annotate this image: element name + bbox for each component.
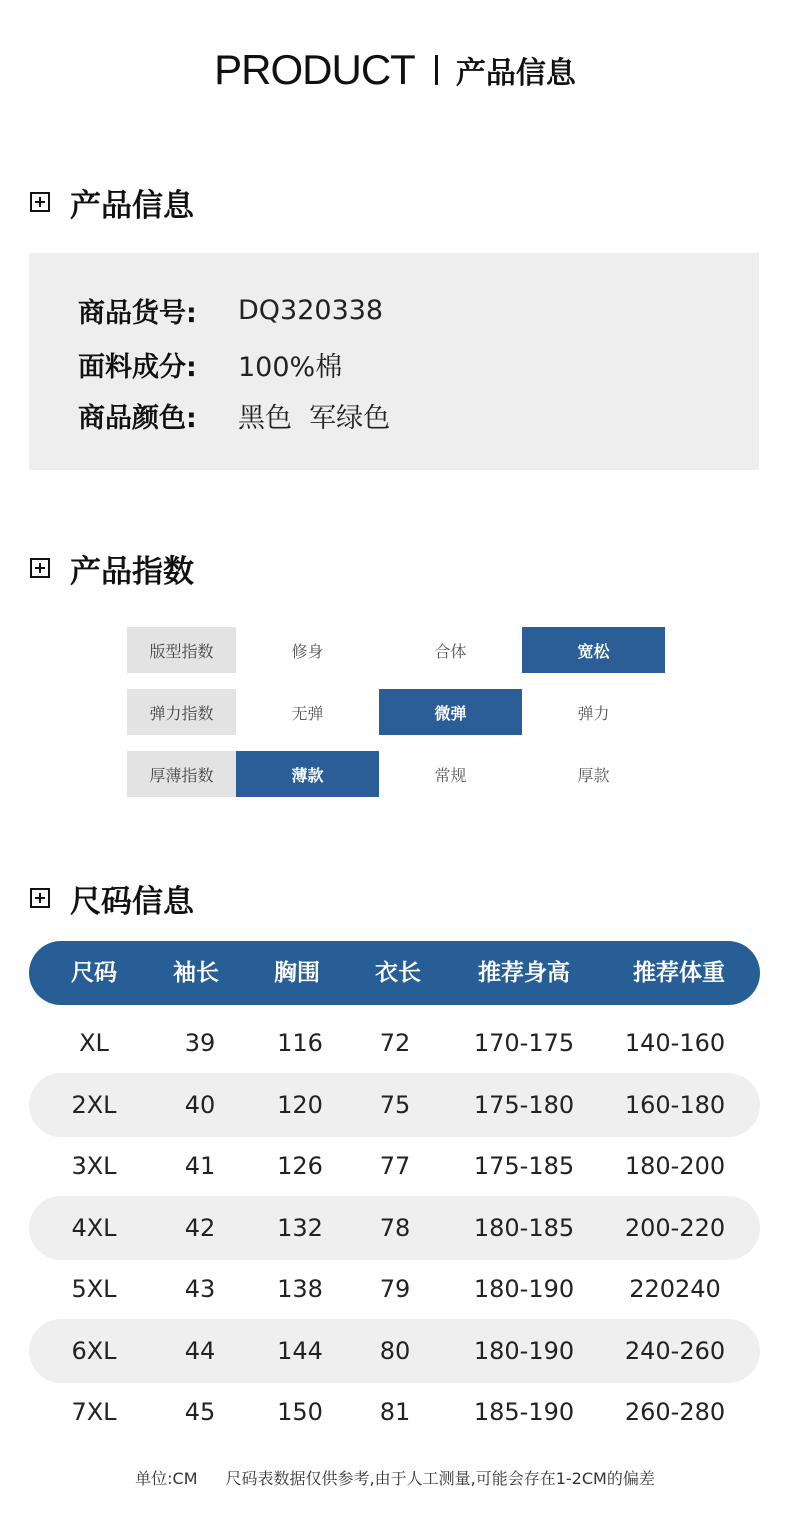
header-divider	[435, 55, 438, 85]
index-option: 厚款	[577, 765, 610, 785]
table-row	[29, 1073, 760, 1137]
info-key: 面料成分:	[78, 352, 197, 383]
section-title: 尺码信息	[70, 883, 194, 920]
table-header-cell: 尺码	[71, 960, 117, 986]
table-cell: 41	[184, 1152, 216, 1180]
page-header	[0, 46, 790, 102]
section-title: 产品指数	[70, 553, 194, 590]
index-option-selected: 薄款	[236, 751, 379, 797]
header-title-cn: 产品信息	[455, 56, 576, 91]
info-row-color	[78, 396, 390, 435]
index-label: 版型指数	[127, 627, 236, 673]
footer-disclaimer: 尺码表数据仅供参考,由于人工测量,可能会存在1-2CM的偏差	[225, 1469, 655, 1488]
table-cell: 81	[379, 1398, 411, 1426]
index-option-selected: 宽松	[522, 627, 665, 673]
table-cell: 132	[277, 1214, 323, 1242]
table-cell: 160-180	[624, 1091, 726, 1119]
section-title: 产品信息	[70, 187, 194, 224]
table-cell: 6XL	[71, 1337, 117, 1365]
section-head-size	[30, 878, 194, 918]
table-cell: 140-160	[624, 1029, 726, 1057]
table-header-cell: 推荐身高	[478, 960, 570, 986]
table-cell: 180-190	[473, 1275, 575, 1303]
index-row-stretch	[127, 689, 665, 735]
product-info-panel	[29, 253, 759, 470]
index-row-thickness	[127, 751, 665, 797]
footer-note	[0, 1466, 790, 1489]
table-cell: XL	[79, 1029, 109, 1057]
table-cell: 45	[184, 1398, 216, 1426]
table-cell: 175-180	[473, 1091, 575, 1119]
table-cell: 260-280	[624, 1398, 726, 1426]
plus-box-icon	[30, 888, 50, 908]
table-header-cell: 衣长	[375, 960, 421, 986]
table-cell: 180-200	[624, 1152, 726, 1180]
table-cell: 240-260	[624, 1337, 726, 1365]
table-cell: 2XL	[71, 1091, 117, 1119]
index-option: 无弹	[291, 703, 324, 723]
table-cell: 42	[184, 1214, 216, 1242]
info-value: DQ320338	[238, 295, 384, 326]
index-option-selected: 微弹	[379, 689, 522, 735]
table-cell: 116	[277, 1029, 323, 1057]
table-cell: 79	[379, 1275, 411, 1303]
table-cell: 7XL	[71, 1398, 117, 1426]
table-cell: 5XL	[71, 1275, 117, 1303]
table-cell: 170-175	[473, 1029, 575, 1057]
table-cell: 4XL	[71, 1214, 117, 1242]
table-cell: 180-190	[473, 1337, 575, 1365]
footer-unit: 单位:CM	[135, 1469, 198, 1488]
table-cell: 39	[184, 1029, 216, 1057]
table-cell: 80	[379, 1337, 411, 1365]
table-cell: 138	[277, 1275, 323, 1303]
table-cell: 150	[277, 1398, 323, 1426]
table-row	[29, 1196, 760, 1260]
info-key: 商品颜色:	[78, 403, 197, 434]
header-title-en: PRODUCT	[214, 46, 415, 93]
table-cell: 40	[184, 1091, 216, 1119]
section-head-info	[30, 182, 194, 222]
table-header-cell: 袖长	[173, 960, 219, 986]
table-header-cell: 推荐体重	[633, 960, 725, 986]
table-header-cell: 胸围	[274, 960, 320, 986]
table-cell: 77	[379, 1152, 411, 1180]
index-row-fit	[127, 627, 665, 673]
info-key: 商品货号:	[78, 298, 197, 329]
index-option: 修身	[291, 641, 324, 661]
index-option: 合体	[434, 641, 467, 661]
table-cell: 175-185	[473, 1152, 575, 1180]
info-row-sku	[78, 291, 383, 330]
table-cell: 72	[379, 1029, 411, 1057]
table-cell: 44	[184, 1337, 216, 1365]
table-cell: 200-220	[624, 1214, 726, 1242]
table-row	[29, 1380, 760, 1444]
section-head-index	[30, 548, 194, 588]
info-value: 100%棉	[238, 352, 343, 383]
plus-box-icon	[30, 558, 50, 578]
table-cell: 220240	[629, 1275, 721, 1303]
info-row-fabric	[78, 345, 342, 384]
index-option: 弹力	[577, 703, 610, 723]
table-cell: 78	[379, 1214, 411, 1242]
info-value: 黑色 军绿色	[238, 403, 391, 434]
table-cell: 43	[184, 1275, 216, 1303]
table-cell: 75	[379, 1091, 411, 1119]
index-label: 厚薄指数	[127, 751, 236, 797]
plus-box-icon	[30, 192, 50, 212]
table-row	[29, 1319, 760, 1383]
table-row	[29, 1257, 760, 1321]
table-cell: 126	[277, 1152, 323, 1180]
table-cell: 185-190	[473, 1398, 575, 1426]
index-option: 常规	[434, 765, 467, 785]
table-row	[29, 1011, 760, 1075]
table-row	[29, 1134, 760, 1198]
table-cell: 144	[277, 1337, 323, 1365]
table-cell: 180-185	[473, 1214, 575, 1242]
table-cell: 120	[277, 1091, 323, 1119]
table-cell: 3XL	[71, 1152, 117, 1180]
index-label: 弹力指数	[127, 689, 236, 735]
size-table-header	[29, 941, 760, 1005]
